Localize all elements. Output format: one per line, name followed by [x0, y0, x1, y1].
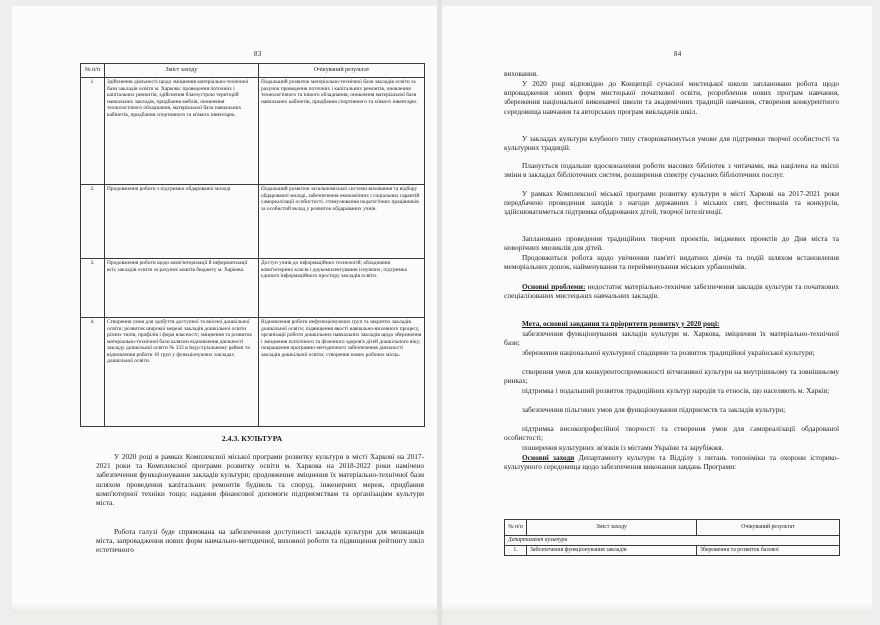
goal-item: підтримка високопрофесійної творчості та створення умов для самореалізації обдарованої особистості; [504, 424, 839, 443]
measures-paragraph [504, 453, 839, 471]
row-result: Доступ учнів до інформаційних технологій; обладнання комп'ютерних класів і доукомплектування існуючих; підтримка єдиного інформаційного простору закладів освіти. [259, 259, 425, 318]
table-header-row [81, 64, 425, 78]
goal-item: поширення культурних зв'язків із містами України та зарубіжжя. [522, 443, 724, 452]
problems-label: Основні проблеми: [522, 282, 586, 291]
row-measure: Здійснення діяльності щодо зміцнення матеріально-технічної бази закладів освіти м. Харкова: проведення поточних і капітальних ремонтів, здійснення благоустрою територій навчальних закладів, придбання меблів, оновлення технологічного обладнання, матеріальної бази навчальних кабінетів, придбання спортивного та м'якого інвентарю. [105, 78, 259, 185]
paragraph-continuation: виховання. [504, 69, 538, 78]
row-result: Відновлення роботи нефункціонуючих груп та закритих закладів дошкільної освіти; підвищення якості навчально-виховного процесу, організації роботи дошкільних навчальних закладів щодо збереження і зміцнення психічного та фізичного здоров'я дітей дошкільного віку; покращення програмно-методичного забезпечення діяльності закладів дошкільної освіти; створення нових робочих місць. [259, 318, 425, 427]
table-row [81, 318, 425, 427]
goal-item: забезпечення пільгових умов для функціонування підприємств та закладів культури; [522, 405, 786, 414]
row-measure: Створення умов для здобуття доступної та якісної дошкільної освіти; розвиток широкої мережі закладів дошкільної освіти різних типів, профілів і форм власності; зміцнення та розвиток матеріально-технічної бази шляхом відновлення діяльності закладу дошкільної освіти № 333 в Індустріальному районі та відновлення роботи 10 груп у функціонуючих закладах дошкільної освіти. [105, 318, 259, 427]
goals-title: Мета, основні завдання та пріоритети розвитку у 2020 році: [522, 319, 720, 328]
paragraph: Планується подальше вдосконалення роботи масових бібліотек з читачами, яка націлена на якісні зміни в закладах бібліотечних систем, розширення спектру сучасних бібліотечних послуг. [504, 161, 839, 180]
problems-paragraph [504, 282, 839, 300]
left-page [12, 6, 437, 614]
paragraph: Робота галузі буде спрямована на забезпечення доступності закладів культури для мешканців міста, запровадження нових форм навчально-методичної, виховної роботи та підвищення рейтингу шкіл естетичного [96, 527, 424, 555]
row-number: 4. [81, 318, 105, 427]
measures-text: Департаменту культури та Відділу з питань топоніміки та охорони історико-культурного середовища щодо забезпечення виконання завдань Програми: [504, 453, 840, 472]
department-row: Департамент культури [505, 536, 840, 546]
header-number: № п/п [505, 520, 527, 536]
measures-table [80, 63, 425, 427]
header-result: Очікуваний результат [697, 520, 840, 536]
row-result: Збереження та розвиток базової [697, 546, 840, 556]
right-page [442, 6, 872, 614]
paragraph: У 2020 році відповідно до Концепції сучасної мистецької школи заплановано робота щодо впровадження нових форм мистецької початкової освіти, розроблення нових програм навчання, збереження національної виконавчої школи та академічних традицій навчання, створення конкурентного середовища навчання та авторських програм викладачів шкіл. [504, 79, 839, 116]
table-row [505, 546, 840, 556]
paragraph: Продовжиться робота щодо увічнення пам'яті видатних діячів та подій шляхом встановлення меморіальних дошок, найменування та перейменування міських урбанонімів. [504, 253, 839, 272]
paragraph: Заплановано проведення традиційних творчих проектів, іміджевих проектів до Дня міста та новорічних мюзиклів для дітей. [504, 234, 839, 253]
row-number: 1. [505, 546, 527, 556]
header-result: Очікуваний результат [259, 64, 425, 78]
row-measure: Забезпечення функціонування закладів [527, 546, 697, 556]
table-row [505, 536, 840, 546]
paragraph: У 2020 році в рамках Комплексної міської програми розвитку культури в місті Харкові на 2017-2021 роки та Комплексної програми розвитку освіти м. Харкова на 2018-2022 роки намічено забезпечення функціонування закладів культури; продовження зміцнення їх матеріально-технічної бази шляхом проведення капітальних ремонтів будівель та споруд, інженерних мереж, придбання комп'ютерної техніки тощо; надання фінансової допомоги підприємствам та організаціям культури міста. [96, 452, 424, 508]
row-measure: Продовження роботи щодо комп'ютеризації й інформатизації всіх закладів освіти за рахунок коштів бюджету м. Харкова. [105, 259, 259, 318]
section-title: 2.4.3. КУЛЬТУРА [221, 434, 283, 443]
header-measure: Зміст заходу [527, 520, 697, 536]
goal-item: забезпечення функціонування закладів культури м. Харкова, зміцнення їх матеріально-технічної бази; [504, 329, 839, 348]
table-row [81, 78, 425, 185]
table-row [81, 259, 425, 318]
paragraph: У закладах культури клубного типу створюватимуться умови для підтримки творчої особистості та культурних традицій. [504, 134, 839, 153]
goal-item: створення умов для конкурентоспроможності вітчизняної культури на внутрішньому та зовнішньому ринках; [504, 367, 839, 386]
row-number: 1. [81, 78, 105, 185]
problems-text: недостатнє матеріально-технічне забезпечення закладів культури та початкових спеціалізованих мистецьких навчальних закладів. [504, 282, 839, 301]
header-measure: Зміст заходу [105, 64, 259, 78]
paragraph: У рамках Комплексної міської програми розвитку культури в місті Харкові на 2017-2021 роки передбачено проведення заходів з нагоди державних і міських свят, фестивалів та конкурсів, здійснюватиметься підтримка обдарованих дітей, творчої інтелігенції. [504, 189, 839, 217]
row-number: 3. [81, 259, 105, 318]
table-row [81, 185, 425, 259]
goal-item: підтримка і подальший розвиток традиційних культур народів та етносів, що населяють м. Харків; [522, 386, 830, 395]
row-number: 2. [81, 185, 105, 259]
page-number: 83 [254, 50, 262, 58]
page-number: 84 [674, 50, 682, 58]
row-result: Подальший розвиток матеріально-технічної бази закладів освіти за рахунок проведення поточних і капітальних ремонтів, оновлення технологічного та іншого обладнання, оновлення матеріальної бази навчальних кабінетів, придбання спортивного та м'якого інвентарю. [259, 78, 425, 185]
goal-item: збереження національної культурної спадщини та розвиток традиційної української культури; [522, 348, 815, 357]
row-result: Подальший розвиток загальноміської системи виховання та відбору обдарованої молоді, забезпечення економічних і соціальних гарантій самореалізації особистості, стимулювання педагогічних працівників за особистий вклад у розвиток обдарованих учнів. [259, 185, 425, 259]
row-measure: Продовження роботи з підтримки обдарованої молоді [105, 185, 259, 259]
culture-measures-table [504, 519, 840, 556]
measures-label: Основні заходи [522, 453, 575, 462]
header-number: № п/п [81, 64, 105, 78]
table-header-row [505, 520, 840, 536]
